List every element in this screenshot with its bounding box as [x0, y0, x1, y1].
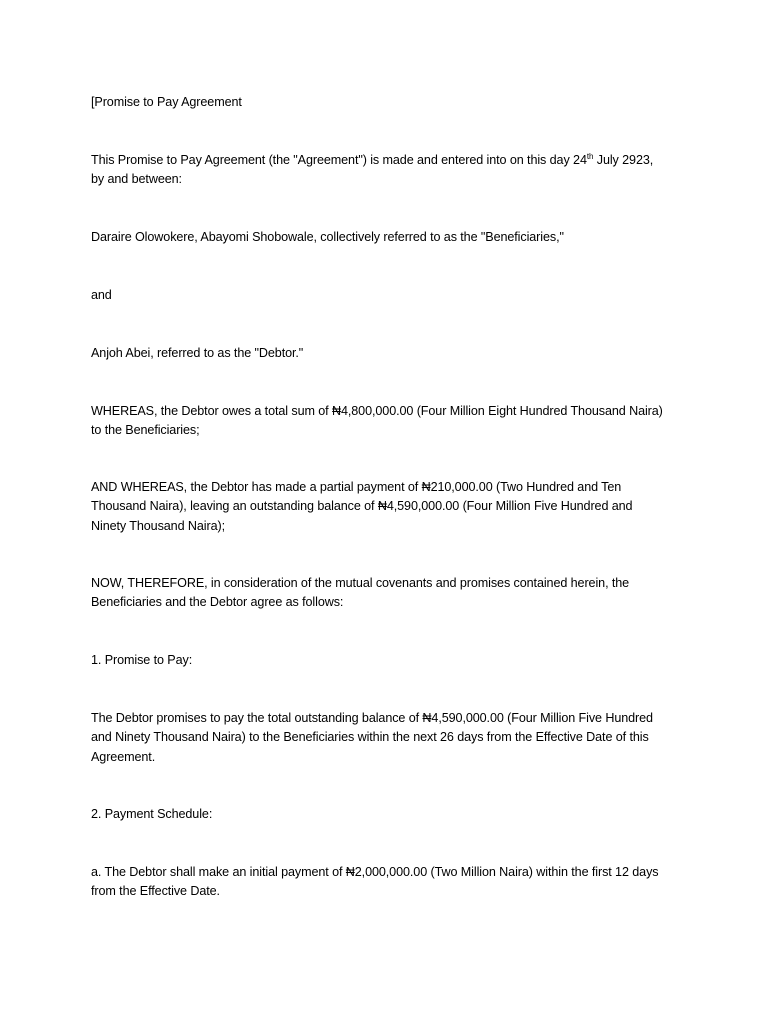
section-2-heading: 2. Payment Schedule: — [91, 807, 213, 821]
whereas-clause-1: WHEREAS, the Debtor owes a total sum of ₦4,800,000.00 (Four Million Eight Hundred Thousand Naira) to the Beneficiaries; — [91, 404, 663, 438]
beneficiaries-paragraph: Daraire Olowokere, Abayomi Shobowale, collectively referred to as the "Beneficiaries," — [91, 230, 564, 244]
section-1-heading: 1. Promise to Pay: — [91, 653, 193, 667]
day-ordinal-suffix: th — [586, 152, 594, 161]
intro-text-end: July 2923, by and between: — [91, 153, 654, 187]
section-2a-text: a. The Debtor shall make an initial payment of ₦2,000,000.00 (Two Million Naira) within the first 12 days from the Effective Date. — [91, 865, 659, 899]
and-separator: and — [91, 288, 112, 302]
intro-text-start: This Promise to Pay Agreement (the "Agreement") is made and entered into on this day 24 — [91, 153, 587, 167]
now-therefore-clause: NOW, THEREFORE, in consideration of the mutual covenants and promises contained herein, the Beneficiaries and the Debtor agree as follows: — [91, 576, 630, 610]
debtor-paragraph: Anjoh Abei, referred to as the "Debtor." — [91, 346, 304, 360]
whereas-clause-2: AND WHEREAS, the Debtor has made a partial payment of ₦210,000.00 (Two Hundred and Ten Thousand Naira), leaving an outstanding balance of ₦4,590,000.00 (Four Million Five Hundred and Ninety Thousand Naira); — [91, 480, 633, 533]
document-title: [Promise to Pay Agreement — [91, 95, 242, 109]
section-1-text: The Debtor promises to pay the total outstanding balance of ₦4,590,000.00 (Four Million Five Hundred and Ninety Thousand Naira) to the Beneficiaries within the next 26 days from the Effective Date of this Agreement. — [91, 711, 653, 764]
intro-paragraph — [91, 151, 691, 190]
